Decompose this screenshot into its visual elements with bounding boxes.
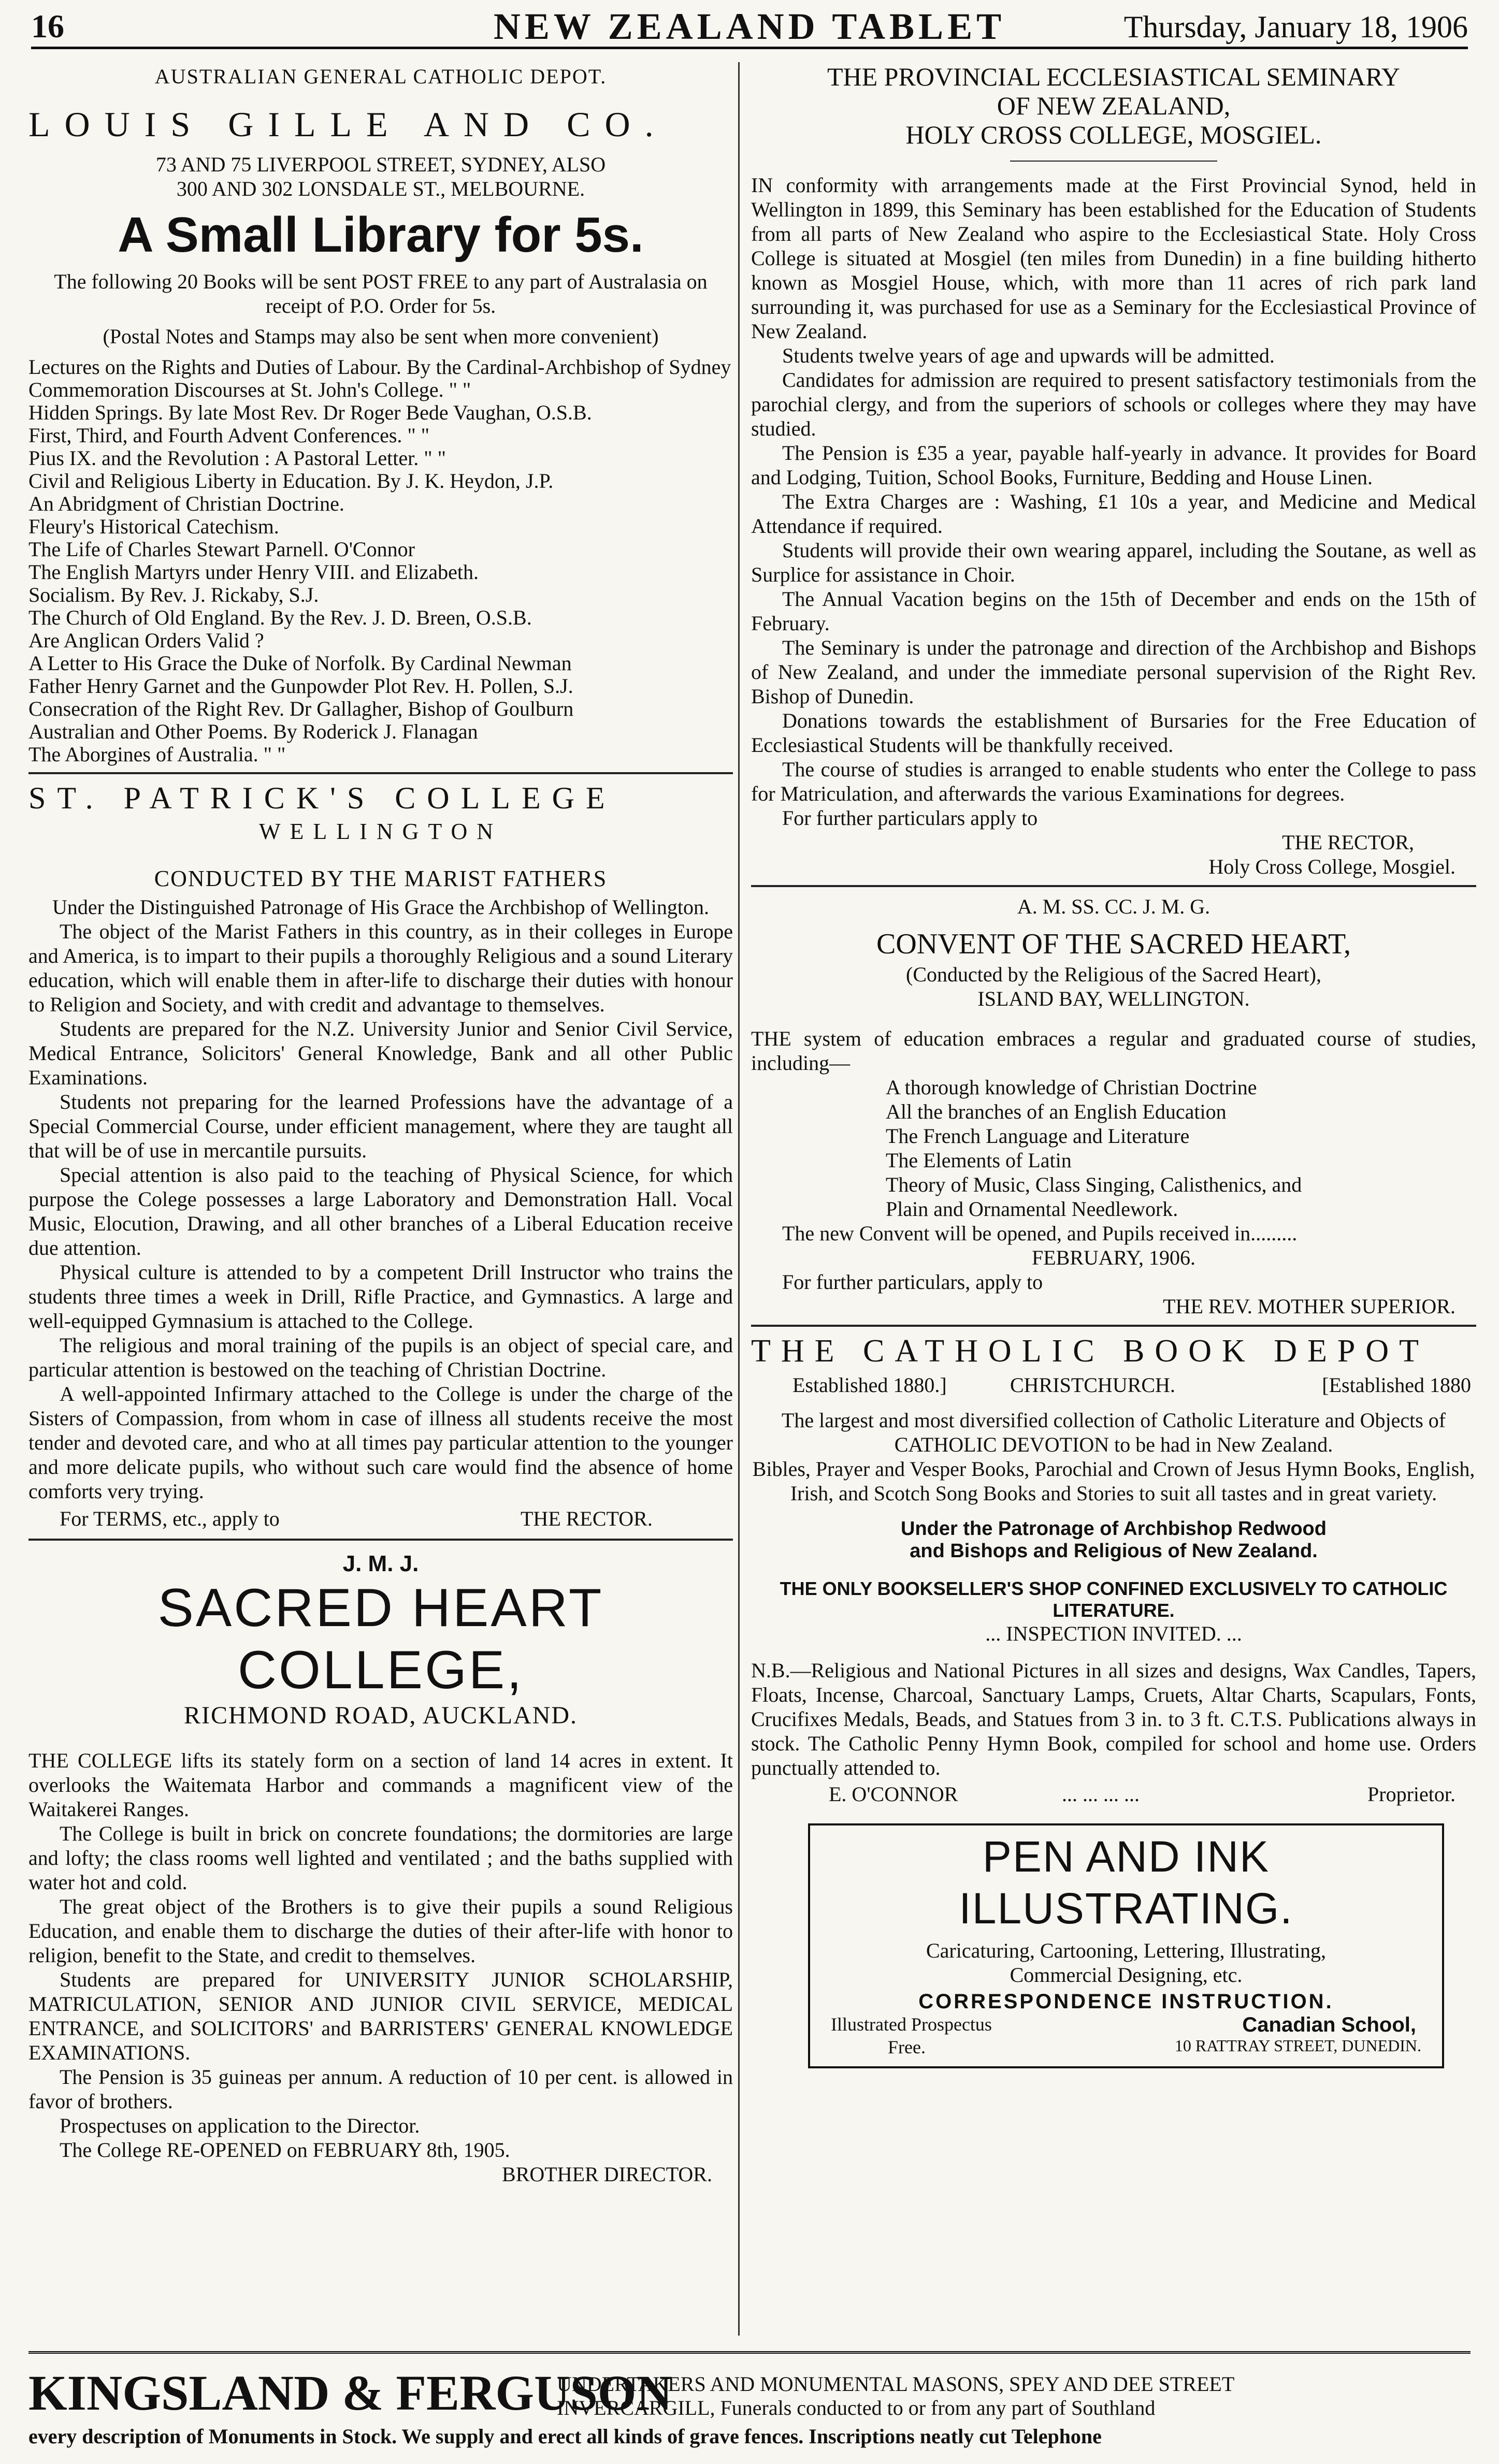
list-item: The Aborgines of Australia. " "	[28, 743, 286, 766]
list-item: Pius IX. and the Revolution : A Pastoral Letter. " "	[28, 446, 446, 470]
contact: THE REV. MOTHER SUPERIOR.	[1163, 1295, 1455, 1318]
footer-line-2: INVERCARGILL, Funerals conducted to or from any part of Southland	[557, 2396, 1156, 2419]
library-title: A Small Library for 5s.	[118, 207, 644, 263]
paragraph: The College is built in brick on concrete foundations; the dormitories are large and lofty; the class rooms well lighted and ventilated ; and the baths supplied with water hot and cold.	[28, 1822, 733, 1894]
convent-advert	[751, 894, 1476, 1318]
opening-date: FEBRUARY, 1906.	[1031, 1246, 1195, 1269]
paragraph: Students are prepared for UNIVERSITY JUNIOR SCHOLARSHIP, MATRICULATION, SENIOR AND JUNIOR CIVIL SERVICE, MEDICAL ENTRANCE, and SOLICITORS' and BARRISTERS' GENERAL KNOWLEDGE EXAMINATIONS.	[28, 1968, 733, 2064]
only-bookseller-2: LITERATURE.	[1053, 1600, 1175, 1621]
title-rule	[1010, 161, 1217, 162]
section-divider	[28, 1539, 733, 1541]
city: CHRISTCHURCH.	[1010, 1373, 1175, 1397]
list-item: First, Third, and Fourth Advent Conferences. " "	[28, 424, 430, 447]
list-item: Are Anglican Orders Valid ?	[28, 629, 264, 652]
correspondence: CORRESPONDENCE INSTRUCTION.	[918, 1990, 1334, 2013]
list-item: Consecration of the Right Rev. Dr Gallagher, Bishop of Goulburn	[28, 697, 574, 720]
list-item: Commemoration Discourses at St. John's College. " "	[28, 378, 471, 401]
seminary-advert	[751, 62, 1476, 879]
column-divider	[738, 62, 740, 2336]
address-line-2: 300 AND 302 LONSDALE ST., MELBOURNE.	[176, 177, 585, 200]
paragraph: The religious and moral training of the pupils is an object of special care, and particular attention is bestowed on the teaching of Christian Doctrine.	[28, 1334, 733, 1381]
convent-intro: THE system of education embraces a regular and graduated course of studies, including—	[751, 1027, 1476, 1075]
depot-title: THE CATHOLIC BOOK DEPOT	[751, 1334, 1430, 1369]
list-item: A thorough knowledge of Christian Doctrine	[886, 1076, 1257, 1099]
australian-depot-advert	[28, 64, 733, 766]
patronage-2: and Bishops and Religious of New Zealand.	[910, 1540, 1318, 1562]
list-item: The Life of Charles Stewart Parnell. O'Connor	[28, 538, 415, 561]
pen-ink-line-2: Commercial Designing, etc.	[1010, 1963, 1243, 1987]
patronage: Under the Distinguished Patronage of His Grace the Archbishop of Wellington.	[52, 895, 709, 919]
list-item: Theory of Music, Class Singing, Calisthenics, and	[886, 1173, 1302, 1196]
book-depot-advert	[751, 1333, 1476, 1808]
paragraph: Candidates for admission are required to present satisfactory testimonials from the parochial clergy, and from the superiors of schools or colleges where they may have studied.	[751, 368, 1476, 440]
list-item: The Church of Old England. By the Rev. J. D. Breen, O.S.B.	[28, 606, 532, 629]
patronage: Under the Patronage of Archbishop Redwood	[901, 1518, 1327, 1540]
nb-paragraph: N.B.—Religious and National Pictures in all sizes and designs, Wax Candles, Tapers, Floats, Incense, Charcoal, Sanctuary Lamps, Cruets, Altar Charts, Scapulars, Fonts, Crucifixes Medals, Beads, and Statues from 3 in. to 3 ft. C.T.S. Publications always in stock. The Catholic Penny Hymn Book, compiled for school and home use. Orders punctually attended to.	[751, 1659, 1476, 1779]
paragraph: Special attention is also paid to the teaching of Physical Science, for which purpose the Colege possesses a large Laboratory and Demonstration Hall. Vocal Music, Elocution, Drawing, and all other branches of a Liberal Education receive due attention.	[28, 1163, 733, 1259]
right-column	[751, 62, 1476, 2068]
depot-books: Bibles, Prayer and Vesper Books, Parochial and Crown of Jesus Hymn Books, English, Irish, and Scotch Song Books and Stories to suit all tastes and in great variety.	[752, 1457, 1475, 1505]
terms-line	[28, 1506, 733, 1532]
subject-list	[751, 1075, 1476, 1221]
list-item: Australian and Other Poems. By Roderick J. Flanagan	[28, 720, 478, 743]
establishment-line	[751, 1373, 1476, 1402]
list-item: Lectures on the Rights and Duties of Labour. By the Cardinal-Archbishop of Sydney	[28, 355, 731, 379]
list-item: Socialism. By Rev. J. Rickaby, S.J.	[28, 583, 319, 606]
footer-advert	[28, 2351, 1471, 2457]
paragraph: Students twelve years of age and upwards will be admitted.	[782, 344, 1275, 367]
paragraph: THE COLLEGE lifts its stately form on a section of land 14 acres in extent. It overlooks the Waitemata Harbor and commands a magnificent view of the Waitakerei Ranges.	[28, 1749, 733, 1821]
rector-signature: THE RECTOR.	[521, 1507, 653, 1530]
list-item: Hidden Springs. By late Most Rev. Dr Roger Bede Vaughan, O.S.B.	[28, 401, 592, 424]
paragraph: The Seminary is under the patronage and direction of the Archbishop and Bishops of New Zealand, and under the immediate personal supervision of the Right Rev. Bishop of Dunedin.	[751, 636, 1476, 708]
proprietor-line	[751, 1782, 1476, 1808]
convent-conducted: (Conducted by the Religious of the Sacred Heart),	[906, 963, 1321, 986]
section-divider	[28, 772, 733, 774]
proprietor: Proprietor.	[1367, 1782, 1455, 1806]
postal-note: (Postal Notes and Stamps may also be sent when more convenient)	[103, 325, 659, 348]
signature: BROTHER DIRECTOR.	[502, 2163, 712, 2186]
jmj-heading: J. M. J.	[342, 1551, 419, 1576]
seminary-title-2: OF NEW ZEALAND,	[997, 91, 1231, 120]
footer-line-1: UNDERTAKERS AND MONUMENTAL MASONS, SPEY AND DEE STREET	[557, 2372, 1235, 2396]
list-item: The Elements of Latin	[886, 1149, 1072, 1172]
college-title: ST. PATRICK'S COLLEGE	[28, 781, 616, 815]
sacred-heart-advert	[28, 1551, 733, 2186]
depot-collection: The largest and most diversified collection of Catholic Literature and Objects of CATHOLIC DEVOTION to be had in New Zealand.	[781, 1409, 1446, 1456]
paragraph: Donations towards the establishment of Bursaries for the Free Education of Ecclesiastical Students will be thankfully received.	[751, 709, 1476, 757]
paragraph: Prospectuses on application to the Director.	[60, 2114, 420, 2137]
page-number: 16	[31, 8, 64, 45]
particulars: For further particulars apply to	[782, 806, 1038, 830]
convent-initials: A. M. SS. CC. J. M. G.	[1017, 895, 1210, 918]
college-subtitle: WELLINGTON	[259, 819, 502, 844]
paragraph: Students are prepared for the N.Z. University Junior and Senior Civil Service, Medical Entrance, Solicitors' General Knowledge, Bank and all other Public Examinations.	[28, 1017, 733, 1089]
list-item: A Letter to His Grace the Duke of Norfolk. By Cardinal Newman	[28, 651, 572, 675]
rector-place: Holy Cross College, Mosgiel.	[1208, 855, 1455, 878]
particulars: For further particulars, apply to	[782, 1270, 1043, 1294]
free: Free.	[888, 2037, 926, 2057]
list-item: The English Martyrs under Henry VIII. and Elizabeth.	[28, 560, 479, 584]
paragraph: The Extra Charges are : Washing, £1 10s a year, and Medicine and Medical Attendance if required.	[751, 490, 1476, 538]
paragraph: The course of studies is arranged to enable students who enter the College to pass for Matriculation, and afterwards the various Examinations for degrees.	[751, 758, 1476, 805]
rector-name: THE RECTOR,	[1282, 831, 1414, 854]
proprietor-dots: ... ... ... ...	[1062, 1782, 1140, 1806]
seminary-title: THE PROVINCIAL ECCLESIASTICAL SEMINARY	[827, 62, 1401, 91]
paragraph: Students will provide their own wearing apparel, including the Soutane, as well as Surplice for assistance in Choir.	[751, 539, 1476, 586]
paragraph: The Pension is 35 guineas per annum. A reduction of 10 per cent. is allowed in favor of brothers.	[28, 2065, 733, 2113]
list-item: Fleury's Historical Catechism.	[28, 515, 279, 538]
advert-heading: AUSTRALIAN GENERAL CATHOLIC DEPOT.	[154, 65, 607, 88]
terms-text: For TERMS, etc., apply to	[60, 1507, 280, 1530]
paragraph: The Annual Vacation begins on the 15th of December and ends on the 15th of February.	[751, 587, 1476, 635]
issue-date: Thursday, January 18, 1906	[1123, 10, 1468, 44]
paragraph: The great object of the Brothers is to give their pupils a sound Religious Education, and enable them to discharge the duties of their after-life with honor to religion, benefit to the State, and credit to themselves.	[28, 1895, 733, 1967]
paragraph: The College RE-OPENED on FEBRUARY 8th, 1905.	[60, 2138, 510, 2162]
inspection: ... INSPECTION INVITED. ...	[985, 1622, 1242, 1645]
only-bookseller: THE ONLY BOOKSELLER'S SHOP CONFINED EXCLUSIVELY TO CATHOLIC	[780, 1578, 1448, 1599]
left-column	[28, 62, 733, 2186]
paragraph: A well-appointed Infirmary attached to the College is under the charge of the Sisters of Compassion, from whom in case of illness all students receive the most tender and devoted care, and who at all times pay particular attention to the younger and more delicate pupils, who without such care would find the absence of home comforts very trying.	[28, 1382, 733, 1503]
footer-firm: KINGSLAND & FERGUSON	[28, 2365, 672, 2420]
st-patricks-advert	[28, 780, 733, 1532]
paragraph: IN conformity with arrangements made at the First Provincial Synod, held in Wellington in 1899, this Seminary has been established for the Education of Students from all parts of New Zealand who aspire to the Ecclesiastical State. Holy Cross College is situated at Mosgiel (ten miles from Dunedin) in a fine building hitherto known as Mosgiel House, which, with more than 11 acres of rich park land surrounding it, was purchased for use as a Seminary for the Ecclesiastical Province of New Zealand.	[751, 173, 1476, 343]
school-name: Canadian School,	[1242, 2013, 1416, 2036]
conducted-by: CONDUCTED BY THE MARIST FATHERS	[154, 866, 608, 891]
list-item: An Abridgment of Christian Doctrine.	[28, 492, 344, 515]
list-item: All the branches of an English Education	[886, 1100, 1227, 1123]
list-item: Civil and Religious Liberty in Education. By J. K. Heydon, J.P.	[28, 469, 554, 492]
footer-line-3: every description of Monuments in Stock. We supply and erect all kinds of grave fences. Inscriptions neatly cut Telephone	[28, 2425, 1102, 2448]
opening-text: The new Convent will be opened, and Pupils received in.........	[782, 1222, 1298, 1245]
convent-title: CONVENT OF THE SACRED HEART,	[876, 928, 1351, 960]
library-intro: The following 20 Books will be sent POST FREE to any part of Australasia on receipt of P.O. Order for 5s.	[54, 270, 708, 317]
book-list	[28, 356, 733, 766]
section-divider	[751, 885, 1476, 887]
pen-ink-title: PEN AND INK ILLUSTRATING.	[959, 1832, 1293, 1933]
pen-ink-advert	[808, 1823, 1444, 2068]
prospectus: Illustrated Prospectus	[831, 2014, 992, 2035]
school-address: 10 RATTRAY STREET, DUNEDIN.	[1174, 2036, 1421, 2055]
section-divider	[751, 1325, 1476, 1327]
page-header	[31, 5, 1468, 49]
address-line-1: 73 AND 75 LIVERPOOL STREET, SYDNEY, ALSO	[155, 153, 606, 176]
list-item: Plain and Ornamental Needlework.	[886, 1197, 1178, 1221]
est-right: [Established 1880	[1322, 1373, 1471, 1397]
paragraph: The Pension is £35 a year, payable half-yearly in advance. It provides for Board and Lodging, Tuition, School Books, Furniture, Bedding and House Linen.	[751, 441, 1476, 489]
masthead: NEW ZEALAND TABLET	[493, 6, 1006, 47]
pen-ink-footer	[820, 2013, 1432, 2061]
proprietor-name: E. O'CONNOR	[829, 1782, 958, 1806]
convent-place: ISLAND BAY, WELLINGTON.	[977, 987, 1250, 1010]
paragraph: Students not preparing for the learned Professions have the advantage of a Special Commercial Course, under efficient management, where they are taught all that will be of use in mercantile pursuits.	[28, 1090, 733, 1162]
paragraph: The object of the Marist Fathers in this country, as in their colleges in Europe and America, is to impart to their pupils a thoroughly Religious and a sound Literary education, which will enable them in after-life to discharge their duties with honour to Religion and Society, and with credit and advantage to themselves.	[28, 920, 733, 1016]
paragraph: Physical culture is attended to by a competent Drill Instructor who trains the students three times a week in Drill, Rifle Practice, and Gymnastics. A large and well-equipped Gymnasium is attached to the College.	[28, 1260, 733, 1332]
est-left: Established 1880.]	[792, 1373, 947, 1397]
college-title: SACRED HEART COLLEGE,	[157, 1578, 604, 1700]
firm-name: LOUIS GILLE AND CO.	[28, 105, 668, 144]
college-address: RICHMOND ROAD, AUCKLAND.	[183, 1702, 578, 1729]
seminary-title-3: HOLY CROSS COLLEGE, MOSGIEL.	[905, 120, 1322, 149]
list-item: The French Language and Literature	[886, 1124, 1190, 1148]
pen-ink-line-1: Caricaturing, Cartooning, Lettering, Illustrating,	[926, 1939, 1327, 1962]
list-item: Father Henry Garnet and the Gunpowder Plot Rev. H. Pollen, S.J.	[28, 674, 573, 698]
footer-tagline	[557, 2372, 1234, 2420]
